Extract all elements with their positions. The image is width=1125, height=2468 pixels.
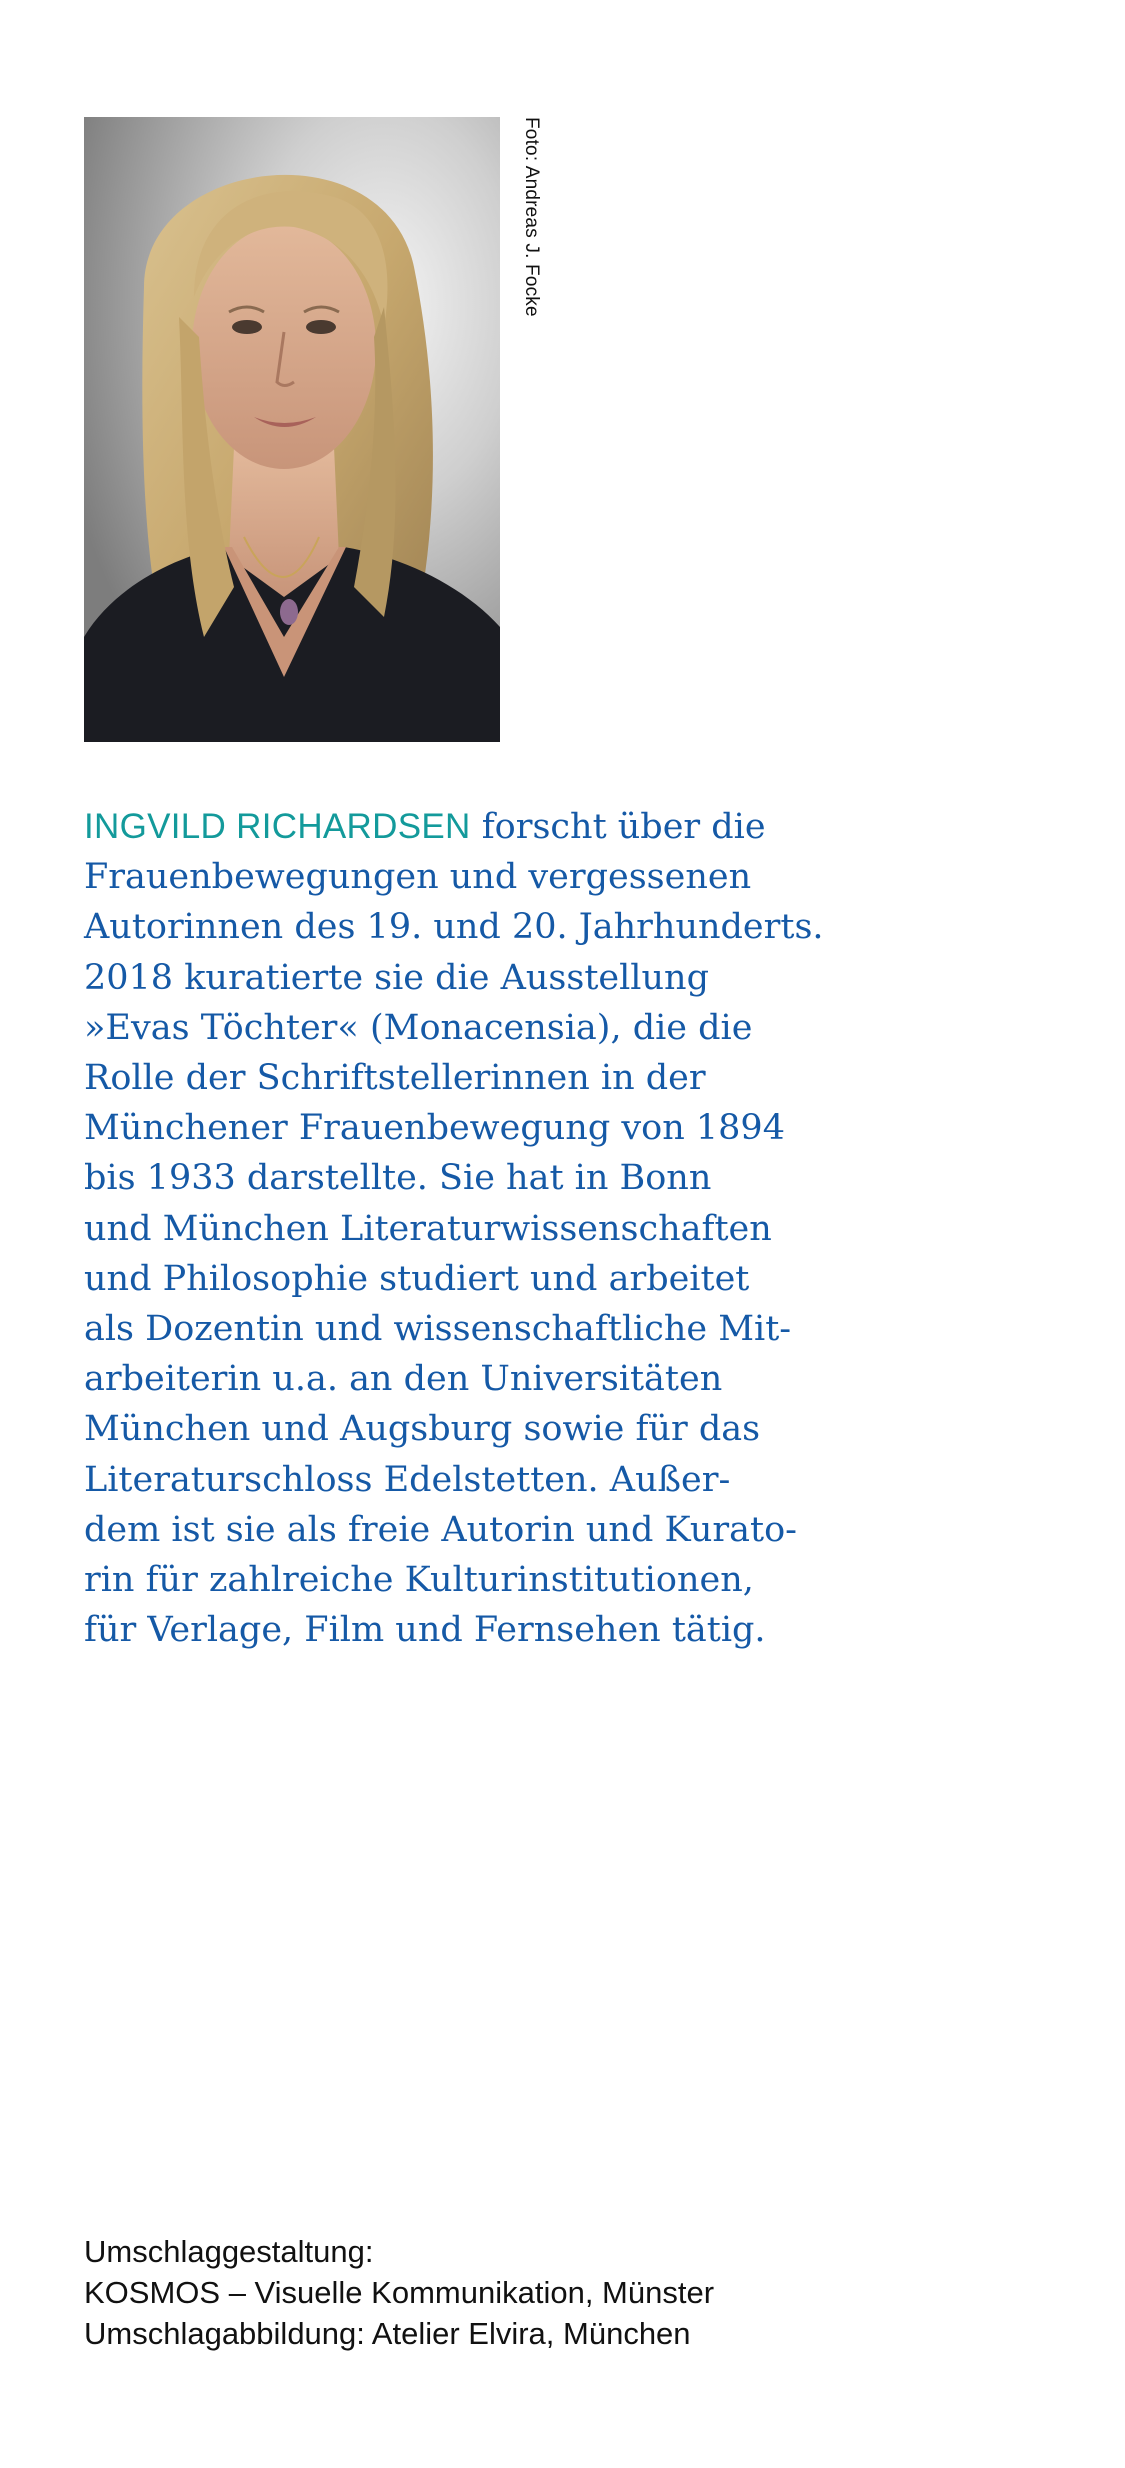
bio-line: 2018 kuratierte sie die Ausstellung bbox=[84, 957, 709, 998]
bio-line bbox=[84, 802, 844, 852]
author-biography bbox=[84, 802, 844, 1655]
bio-line: Rolle der Schriftstellerinnen in der bbox=[84, 1058, 706, 1099]
bio-line: Literaturschloss Edelstetten. Außer- bbox=[84, 1459, 731, 1500]
bio-line: für Verlage, Film und Fernsehen tätig. bbox=[84, 1610, 766, 1651]
bio-line: und München Literaturwissenschaften bbox=[84, 1208, 772, 1249]
bio-line: Autorinnen des 19. und 20. Jahrhunderts. bbox=[84, 907, 824, 948]
bio-line: Münchener Frauenbewegung von 1894 bbox=[84, 1108, 785, 1149]
bio-line: bis 1933 darstellte. Sie hat in Bonn bbox=[84, 1158, 712, 1199]
bio-line: und Philosophie studiert und arbeitet bbox=[84, 1258, 750, 1299]
cover-image-credit: Umschlagabbildung: Atelier Elvira, München bbox=[84, 2316, 691, 2351]
bio-line: Frauenbewegungen und vergessenen bbox=[84, 857, 752, 898]
author-portrait-photo bbox=[84, 117, 500, 742]
bio-line: München und Augsburg sowie für das bbox=[84, 1409, 761, 1450]
cover-design-value: KOSMOS – Visuelle Kommunikation, Münster bbox=[84, 2275, 715, 2310]
bio-line: dem ist sie als freie Autorin und Kurato- bbox=[84, 1509, 797, 1550]
bio-line: arbeiterin u.a. an den Universitäten bbox=[84, 1359, 723, 1400]
cover-design-label: Umschlaggestaltung: bbox=[84, 2234, 374, 2269]
bio-line: rin für zahlreiche Kulturinstitutionen, bbox=[84, 1560, 754, 1601]
bio-line: als Dozentin und wissenschaftliche Mit- bbox=[84, 1309, 792, 1350]
photo-credit-container bbox=[512, 117, 546, 417]
author-name: INGVILD RICHARDSEN bbox=[84, 807, 471, 846]
cover-credits bbox=[84, 2231, 714, 2354]
bio-first-line-text: forscht über die bbox=[470, 807, 766, 847]
photo-credit: Foto: Andreas J. Focke bbox=[521, 117, 542, 317]
author-portrait-image bbox=[84, 117, 500, 742]
bio-line: »Evas Töchter« (Monacensia), die die bbox=[84, 1007, 753, 1048]
